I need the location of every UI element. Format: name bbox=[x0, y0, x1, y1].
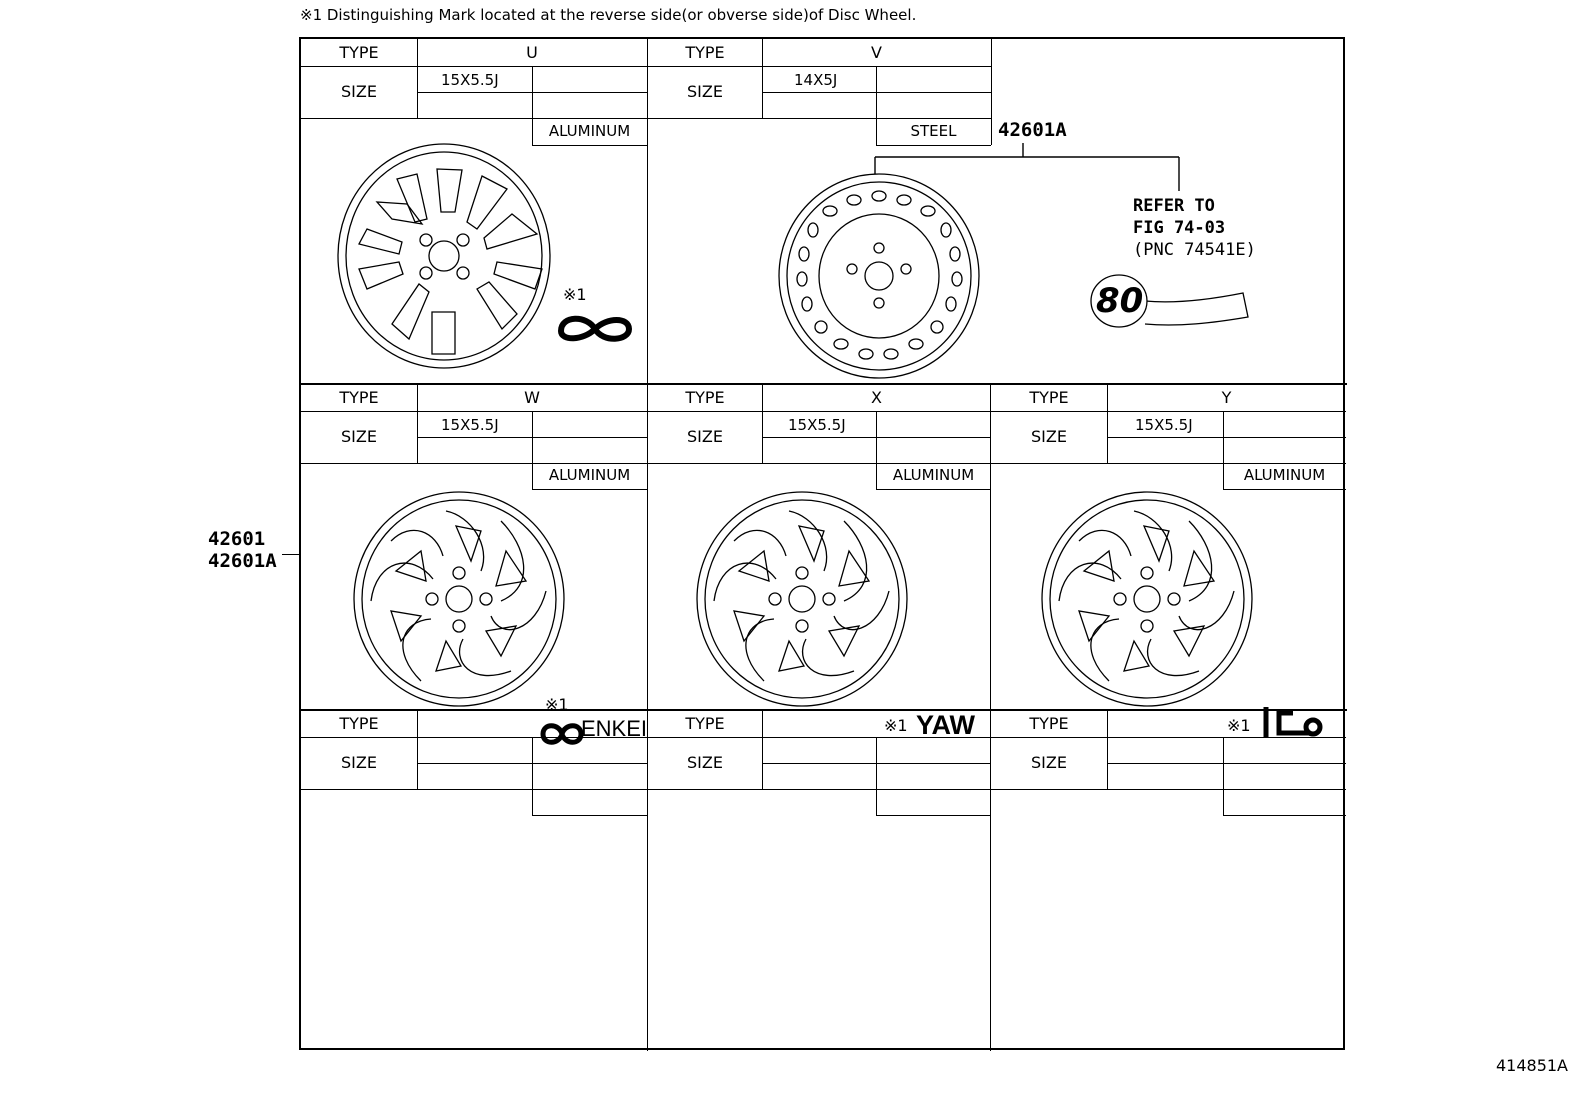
size-label-empty-2: SIZE bbox=[687, 753, 723, 772]
panel-empty-3 bbox=[990, 711, 1345, 1051]
type-label-w: TYPE bbox=[339, 388, 379, 407]
size-label-empty-1: SIZE bbox=[341, 753, 377, 772]
part-number-42601a-top: 42601A bbox=[998, 119, 1067, 141]
mark-note-y: ※1 bbox=[1227, 716, 1251, 735]
wheel-drawing-w bbox=[351, 491, 571, 709]
yaw-logo-icon: YAW bbox=[916, 710, 976, 740]
refer-line-3: (PNC 74541E) bbox=[1133, 240, 1256, 260]
part-number-42601a-side: 42601A bbox=[208, 550, 277, 572]
size-value-u: 15X5.5J bbox=[441, 71, 499, 89]
wheel-type-grid bbox=[299, 37, 1345, 1050]
panel-type-w bbox=[301, 385, 648, 741]
refer-line-2: FIG 74-03 bbox=[1133, 218, 1226, 238]
panel-empty-2 bbox=[647, 711, 990, 1051]
type-label-x: TYPE bbox=[685, 388, 725, 407]
material-y: ALUMINUM bbox=[1243, 466, 1326, 484]
leader-line-side bbox=[282, 554, 299, 555]
mark-note-w: ※1 bbox=[545, 695, 569, 714]
type-label-empty-3: TYPE bbox=[1029, 714, 1069, 733]
figure-id: 414851A bbox=[1495, 1056, 1568, 1075]
size-value-x: 15X5.5J bbox=[788, 416, 846, 434]
balance-weight-number: 80 bbox=[1096, 281, 1144, 321]
type-value-x: X bbox=[871, 388, 882, 407]
type-label-empty-2: TYPE bbox=[685, 714, 725, 733]
panel-empty-1 bbox=[301, 711, 647, 1051]
type-value-y: Y bbox=[1221, 388, 1232, 407]
size-value-w: 15X5.5J bbox=[441, 416, 499, 434]
enkei-logo-text: ENKEI bbox=[581, 716, 648, 741]
part-number-42601: 42601 bbox=[208, 528, 266, 550]
refer-line-1: REFER TO bbox=[1133, 196, 1215, 216]
size-label-w: SIZE bbox=[341, 427, 377, 446]
type-label-u: TYPE bbox=[339, 43, 379, 62]
size-label-v: SIZE bbox=[687, 82, 723, 101]
material-u: ALUMINUM bbox=[548, 122, 631, 140]
type-value-v: V bbox=[871, 43, 882, 62]
type-value-u: U bbox=[526, 43, 538, 62]
mark-note-x: ※1 bbox=[884, 716, 908, 735]
size-value-y: 15X5.5J bbox=[1135, 416, 1193, 434]
type-label-y: TYPE bbox=[1029, 388, 1069, 407]
mark-note-u: ※1 bbox=[563, 285, 587, 304]
type-label-empty-1: TYPE bbox=[339, 714, 379, 733]
size-value-v: 14X5J bbox=[794, 71, 838, 89]
panel-type-y bbox=[990, 385, 1345, 735]
distinguishing-mark-note: ※1 Distinguishing Mark located at the reverse side(or obverse side)of Disc Wheel. bbox=[300, 6, 917, 24]
wheel-drawing-y bbox=[1039, 491, 1259, 709]
wheel-drawing-x bbox=[694, 491, 914, 709]
type-value-w: W bbox=[524, 388, 540, 407]
size-label-u: SIZE bbox=[341, 82, 377, 101]
size-label-empty-3: SIZE bbox=[1031, 753, 1067, 772]
material-w: ALUMINUM bbox=[548, 466, 631, 484]
material-x: ALUMINUM bbox=[892, 466, 975, 484]
size-label-x: SIZE bbox=[687, 427, 723, 446]
material-v: STEEL bbox=[910, 122, 957, 140]
panel-type-x bbox=[647, 385, 990, 740]
size-label-y: SIZE bbox=[1031, 427, 1067, 446]
type-label-v: TYPE bbox=[685, 43, 725, 62]
